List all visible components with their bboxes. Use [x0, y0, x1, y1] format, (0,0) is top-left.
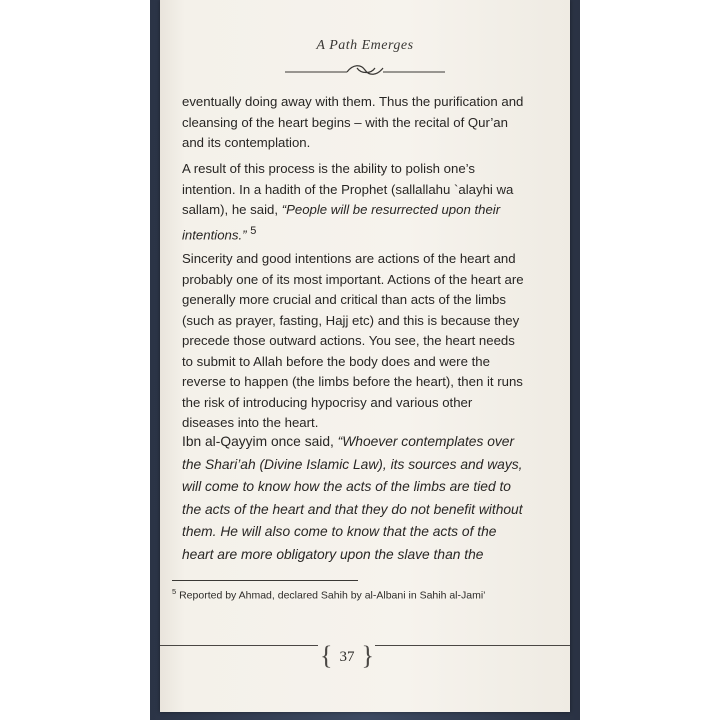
footnote-divider: [172, 580, 358, 581]
footer-rule-left: [160, 645, 318, 646]
left-brace-icon: {: [320, 641, 333, 670]
footnote-text: Reported by Ahmad, declared Sahih by al-Albani in Sahih al-Jami’: [179, 589, 486, 602]
book-page: [160, 0, 570, 712]
right-brace-icon: }: [361, 641, 374, 670]
ibn-qayyim-quote: “Whoever contemplates over the Shari’ah (Divine Islamic Law), its sources and ways, will come to know how the acts of the limbs are tied to the acts of the heart and that they do not benefit without them. He will also come to know that the acts of the heart are more obligatory upon the slave than the: [182, 434, 523, 562]
paragraph-2: [182, 159, 527, 245]
paragraph-4-text: Ibn al-Qayyim once said,: [182, 434, 338, 449]
paragraph-3: [182, 249, 527, 434]
footnote: [172, 587, 552, 602]
ornament-flourish-icon: [285, 60, 445, 76]
paragraph-2-text: A result of this process is the ability to polish one’s intention. In a hadith of the Prophet (sallallahu `alayhi wa sallam), he said,: [182, 161, 514, 217]
paragraph-1: [182, 92, 527, 154]
hadith-quote: “People will be resurrected upon their intentions.”: [182, 202, 501, 242]
footnote-number: 5: [172, 587, 177, 596]
paragraph-4: [182, 431, 527, 566]
footnote-reference: 5: [250, 224, 257, 237]
paragraph-1-text: eventually doing away with them. Thus the purification and cleansing of the heart begins – with the recital of Qur’an and its contemplation.: [182, 94, 524, 150]
paragraph-3-text: Sincerity and good intentions are actions of the heart and probably one of its most important. Actions of the heart are generally more crucial and critical than acts of the limbs (such as prayer, fasting, Hajj etc) and this is because they precede those outward actions. You see, the heart needs to submit to Allah before the body does and were the reverse to happen (the limbs before the heart), then it runs the risk of introducing hypocrisy and various other diseases into the heart.: [182, 251, 524, 430]
page-number: 37: [339, 649, 355, 665]
running-header: A Path Emerges: [316, 38, 414, 53]
page-number-frame: [318, 641, 376, 674]
footer-rule-right: [375, 645, 570, 646]
